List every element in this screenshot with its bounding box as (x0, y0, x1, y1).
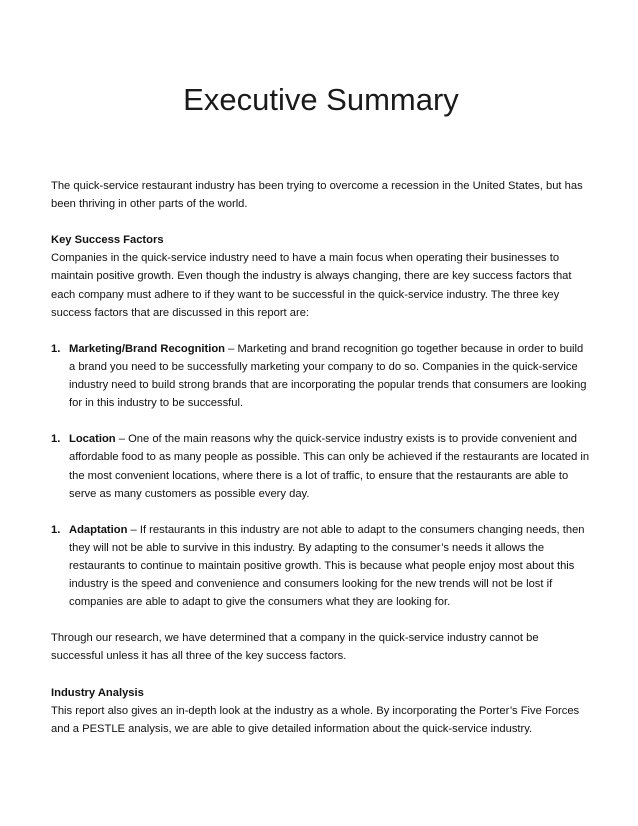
factor-term: Marketing/Brand Recognition (69, 342, 226, 355)
list-number: 1. (51, 523, 61, 536)
page-title: Executive Summary (183, 82, 459, 117)
key-success-factors-section (51, 231, 591, 321)
factor-item-location (51, 430, 591, 502)
factor-text: – One of the main reasons why the quick-service industry exists is to provide convenient and affordable food to as many people as possible. This can only be achieved if the restaurants are located in the most convenient locations, where there is a lot of traffic, to ensure that the restaurants are able to serve as many customers as possible every day. (69, 433, 590, 500)
key-success-factors-body: Companies in the quick-service industry need to have a main focus when operating their businesses to maintain positive growth. Even though the industry is always changing, there are key success factors that each company must adhere to if they want to be successful in the quick-service industry. The three key success factors that are discussed in this report are: (51, 252, 572, 319)
industry-analysis-heading: Industry Analysis (51, 686, 144, 699)
factor-text: – If restaurants in this industry are not able to adapt to the consumers changing needs, then they will not be able to survive in this industry. By adapting to the consumer’s needs it allows the restaurants to continue to maintain positive growth. This is because what people enjoy most about this industry is the speed and convenience and consumers looking for the new trends will not be lost if companies are able to adapt to give the consumers what they are looking for. (69, 523, 585, 609)
factor-item-adaptation (51, 521, 591, 611)
factor-term: Location (69, 433, 116, 446)
industry-analysis-section (51, 684, 591, 738)
list-number: 1. (51, 433, 61, 446)
factor-term: Adaptation (69, 523, 128, 536)
factor-text: – Marketing and brand recognition go together because in order to build a brand you need to be successfully marketing your company to do so. Companies in the quick-service industry need to build strong brands that are incorporating the popular trends that consumers are looking for in this industry to be successful. (69, 342, 587, 410)
key-success-factors-heading: Key Success Factors (51, 234, 164, 247)
intro-paragraph: The quick-service restaurant industry has been trying to overcome a recession in the United States, but has been thriving in other parts of the world. (51, 180, 583, 211)
document-page (51, 80, 591, 756)
list-number: 1. (51, 342, 61, 355)
factor-item-marketing (51, 340, 591, 412)
industry-analysis-body: This report also gives an in-depth look at the industry as a whole. By incorporating the Porter’s Five Forces and a PESTLE analysis, we are able to give detailed information about the quick-service industry. (51, 704, 580, 735)
conclusion-paragraph: Through our research, we have determined that a company in the quick-service industry cannot be successful unless it has all three of the key success factors. (51, 632, 539, 663)
